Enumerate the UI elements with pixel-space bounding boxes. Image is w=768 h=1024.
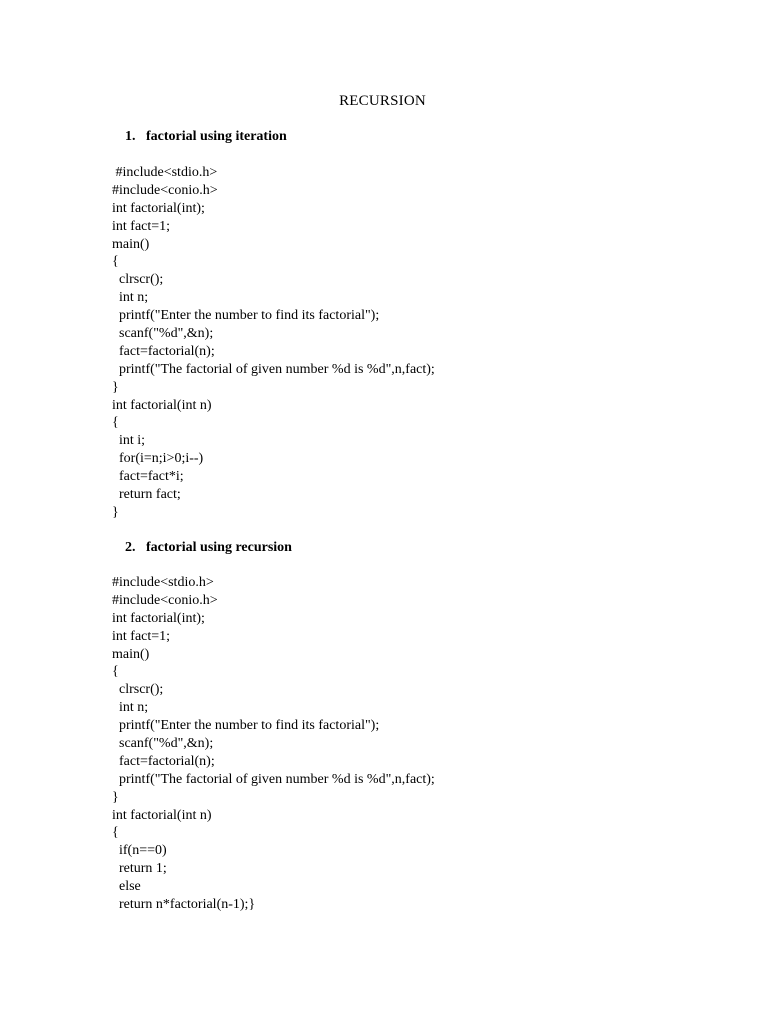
code-line: { bbox=[112, 254, 119, 270]
code-line: for(i=n;i>0;i--) bbox=[112, 451, 204, 467]
code-line: return 1; bbox=[112, 861, 167, 877]
section-number: 2. bbox=[125, 540, 136, 555]
code-line: int fact=1; bbox=[112, 628, 171, 644]
code-line: else bbox=[112, 879, 141, 895]
code-line: int factorial(int); bbox=[112, 610, 205, 626]
code-line: return n*factorial(n-1);} bbox=[112, 897, 256, 913]
code-line: { bbox=[112, 825, 119, 841]
code-line: fact=factorial(n); bbox=[112, 753, 215, 769]
code-line: { bbox=[112, 664, 119, 680]
code-line: } bbox=[112, 789, 119, 805]
code-line: printf("Enter the number to find its factorial"); bbox=[112, 718, 380, 734]
code-line: main() bbox=[112, 646, 150, 662]
code-line: printf("The factorial of given number %d is %d",n,fact); bbox=[112, 361, 435, 377]
code-line: main() bbox=[112, 236, 150, 252]
code-line: int n; bbox=[112, 700, 149, 716]
code-line: int i; bbox=[112, 433, 146, 449]
code-line: printf("Enter the number to find its factorial"); bbox=[112, 308, 380, 324]
code-line: scanf("%d",&n); bbox=[112, 326, 214, 342]
code-line: #include<conio.h> bbox=[112, 182, 218, 198]
code-block-recursion bbox=[112, 574, 435, 914]
code-line: int factorial(int n) bbox=[112, 397, 212, 413]
code-line: } bbox=[112, 379, 119, 395]
code-line: return fact; bbox=[112, 487, 181, 503]
code-line: printf("The factorial of given number %d is %d",n,fact); bbox=[112, 771, 435, 787]
code-line: int factorial(int); bbox=[112, 200, 205, 216]
code-line: { bbox=[112, 415, 119, 431]
code-line: if(n==0) bbox=[112, 843, 167, 859]
code-line: int fact=1; bbox=[112, 218, 171, 234]
code-line: #include<conio.h> bbox=[112, 592, 218, 608]
section-heading-iteration bbox=[125, 129, 287, 145]
code-line: #include<stdio.h> bbox=[112, 575, 214, 590]
section-heading-text: factorial using recursion bbox=[146, 540, 292, 555]
code-line: int factorial(int n) bbox=[112, 807, 212, 823]
section-heading-recursion bbox=[125, 540, 292, 556]
code-line: #include<stdio.h> bbox=[112, 165, 218, 180]
code-line: fact=factorial(n); bbox=[112, 343, 215, 359]
section-heading-text: factorial using iteration bbox=[146, 129, 287, 144]
code-line: clrscr(); bbox=[112, 272, 164, 288]
code-line: fact=fact*i; bbox=[112, 469, 184, 485]
code-line: } bbox=[112, 504, 119, 520]
code-line: clrscr(); bbox=[112, 682, 164, 698]
section-number: 1. bbox=[125, 129, 136, 144]
page-title: RECURSION bbox=[339, 93, 426, 109]
code-line: scanf("%d",&n); bbox=[112, 736, 214, 752]
code-line: int n; bbox=[112, 290, 149, 306]
code-block-iteration bbox=[112, 164, 435, 522]
